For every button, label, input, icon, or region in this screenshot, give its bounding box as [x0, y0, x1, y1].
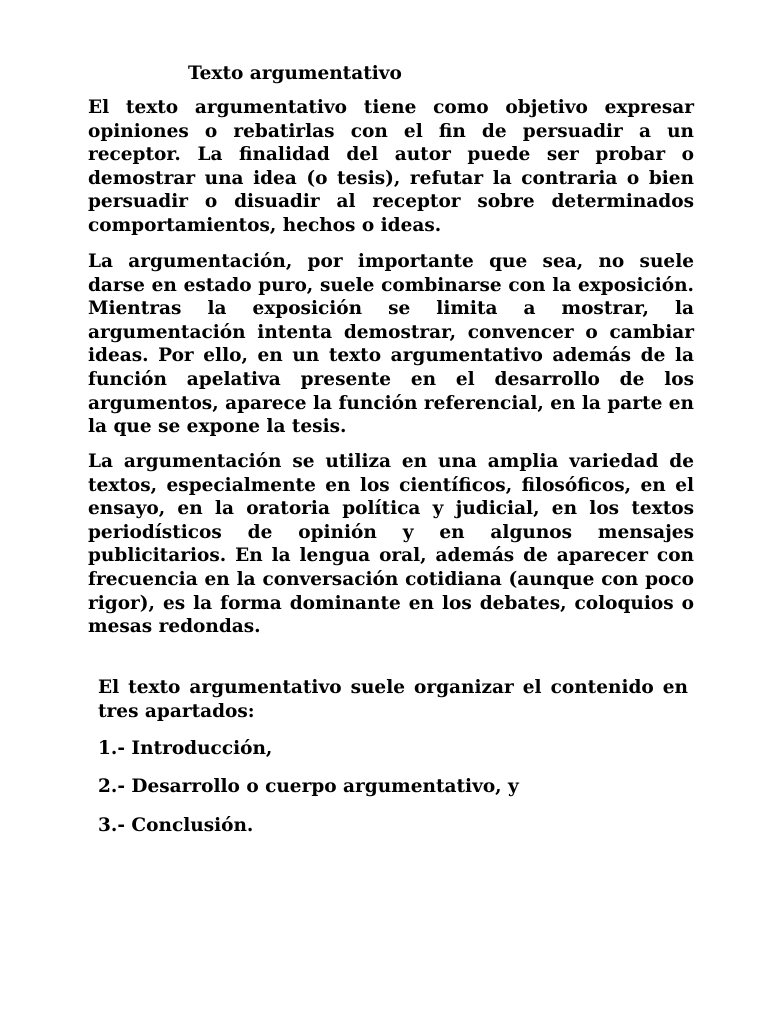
- document-title: Texto argumentativo: [188, 63, 402, 84]
- paragraph-uses: La argumentación se utiliza en una amplia variedad de textos, especialmente en los científicos, filosóficos, en el ensayo, en la oratoria política y judicial, en los textos periodísticos de opinión y en algunos mensajes publicitarios. En la lengua oral, además de aparecer con frecuencia en la conversación cotidiana (aunque con poco rigor), es la forma dominante en los debates, coloquios o mesas redondas.: [88, 451, 694, 638]
- structure-intro: El texto argumentativo suele organizar el contenido en tres apartados:: [98, 677, 688, 722]
- paragraph-exposition: La argumentación, por importante que sea, no suele darse en estado puro, suele combinarse con la exposición. Mientras la exposición se limita a mostrar, la argumentación intenta demostrar, convencer o cambiar ideas. Por ello, en un texto argumentativo además de la función apelativa presente en el desarrollo de los argumentos, aparece la función referencial, en la parte en la que se expone la tesis.: [88, 251, 695, 438]
- paragraph-definition: El texto argumentativo tiene como objetivo expresar opiniones o rebatirlas con el fin de persuadir a un receptor. La finalidad del autor puede ser probar o demostrar una idea (o tesis), refutar la contraria o bien persuadir o disuadir al receptor sobre determinados comportamientos, hechos o ideas.: [88, 97, 694, 236]
- structure-item-desarrollo: 2.- Desarrollo o cuerpo argumentativo, y: [98, 776, 519, 797]
- structure-item-introduccion: 1.- Introducción,: [98, 738, 273, 759]
- structure-item-conclusion: 3.- Conclusión.: [98, 815, 254, 836]
